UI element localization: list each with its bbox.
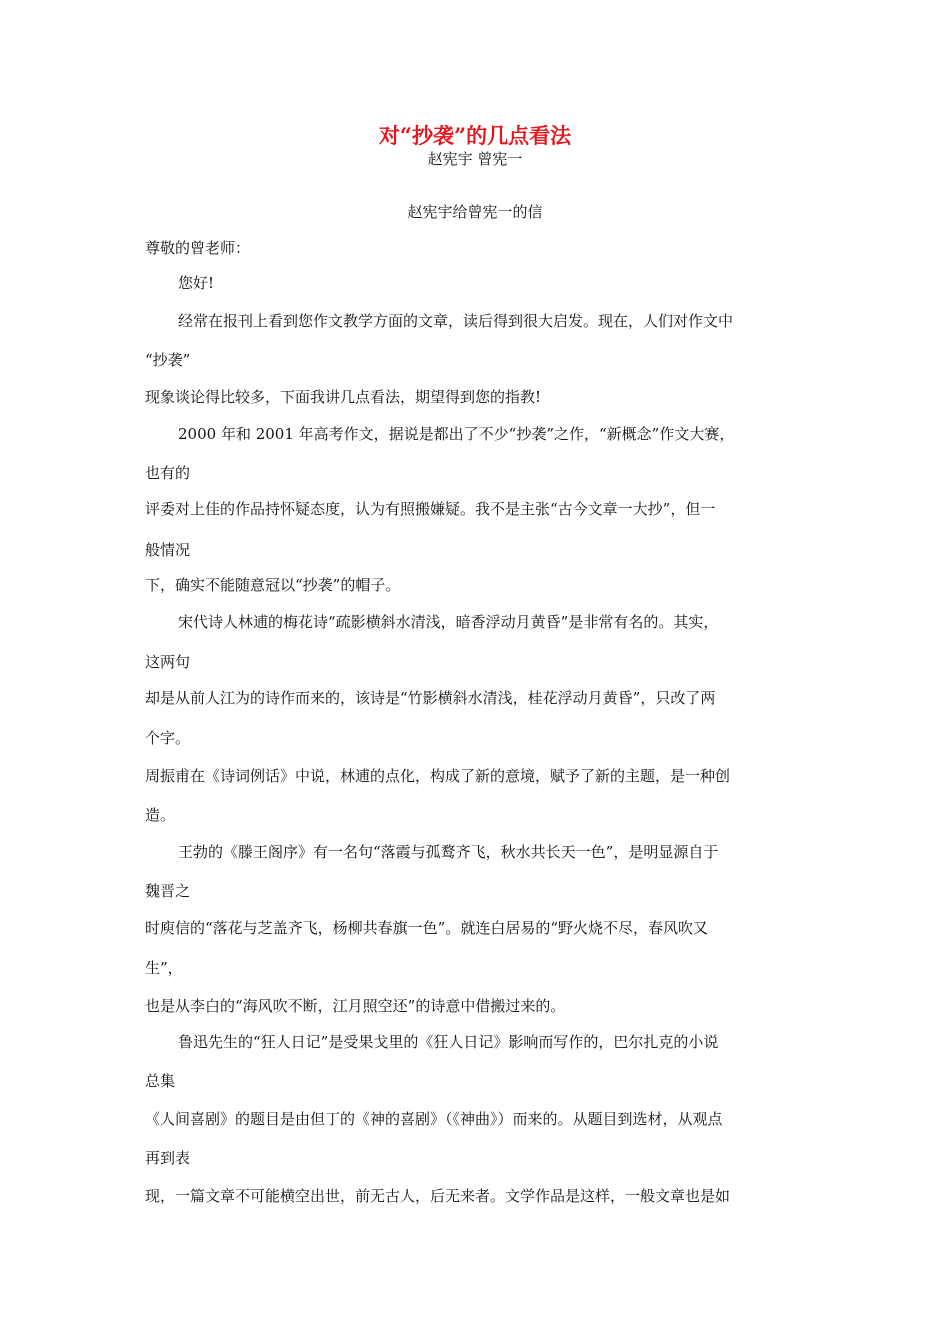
text-line: 总集: [145, 1072, 176, 1090]
greeting: 您好!: [178, 274, 215, 292]
text-line: 《人间喜剧》的题目是由但丁的《神的喜剧》（《神曲》）而来的。从题目到选材，从观点: [145, 1110, 723, 1128]
text-line: 造。: [145, 806, 176, 824]
text-line: 经常在报刊上看到您作文教学方面的文章，读后得到很大启发。现在，人们对作文中: [178, 312, 734, 330]
text-line: 时庾信的“落花与芝盖齐飞，杨柳共春旗一色”。就连白居易的“野火烧不尽，春风吹又: [145, 919, 709, 937]
text-line: 鲁迅先生的“狂人日记”是受果戈里的《狂人日记》影响而写作的，巴尔扎克的小说: [178, 1033, 719, 1051]
salutation: 尊敬的曾老师：: [145, 239, 251, 257]
authors-line: 赵宪宇 曾宪一: [427, 150, 523, 168]
text-line: 个字。: [145, 729, 191, 747]
letter-heading: 赵宪宇给曾宪一的信: [407, 203, 543, 221]
text-line: 下，确实不能随意冠以“抄袭”的帽子。: [145, 576, 401, 594]
text-line: 这两句: [145, 653, 191, 671]
text-line: 也有的: [145, 464, 191, 482]
text-line: 魏晋之: [145, 882, 191, 900]
text-line: 2000 年和 2001 年高考作文，据说是都出了不少“抄袭”之作，“新概念”作文大赛，: [178, 425, 735, 443]
text-line: 王勃的《滕王阁序》有一名句“落霞与孤鹜齐飞，秋水共长天一色”，是明显源自于: [178, 843, 719, 861]
text-line: 宋代诗人林逋的梅花诗“疏影横斜水清浅，暗香浮动月黄昏”是非常有名的。其实，: [178, 613, 719, 631]
text-line: 也是从李白的“海风吹不断，江月照空还”的诗意中借搬过来的。: [145, 997, 566, 1015]
text-line: 现象谈论得比较多，下面我讲几点看法，期望得到您的指教!: [145, 388, 542, 406]
text-line: 周振甫在《诗词例话》中说，林逋的点化，构成了新的意境，赋予了新的主题，是一种创: [145, 767, 731, 785]
text-line: 却是从前人江为的诗作而来的，该诗是“竹影横斜水清浅，桂花浮动月黄昏”，只改了两: [145, 689, 716, 707]
text-line: 评委对上佳的作品持怀疑态度，认为有照搬嫌疑。我不是主张“古今文章一大抄”，但一: [145, 500, 716, 518]
document-title: 对“抄袭”的几点看法: [378, 123, 572, 148]
text-line: 般情况: [145, 541, 191, 559]
text-line: 现，一篇文章不可能横空出世，前无古人，后无来者。文学作品是这样，一般文章也是如: [145, 1187, 731, 1205]
text-line: 生”，: [145, 959, 183, 977]
text-line: 再到表: [145, 1149, 191, 1167]
text-line: “抄袭”: [145, 351, 191, 369]
